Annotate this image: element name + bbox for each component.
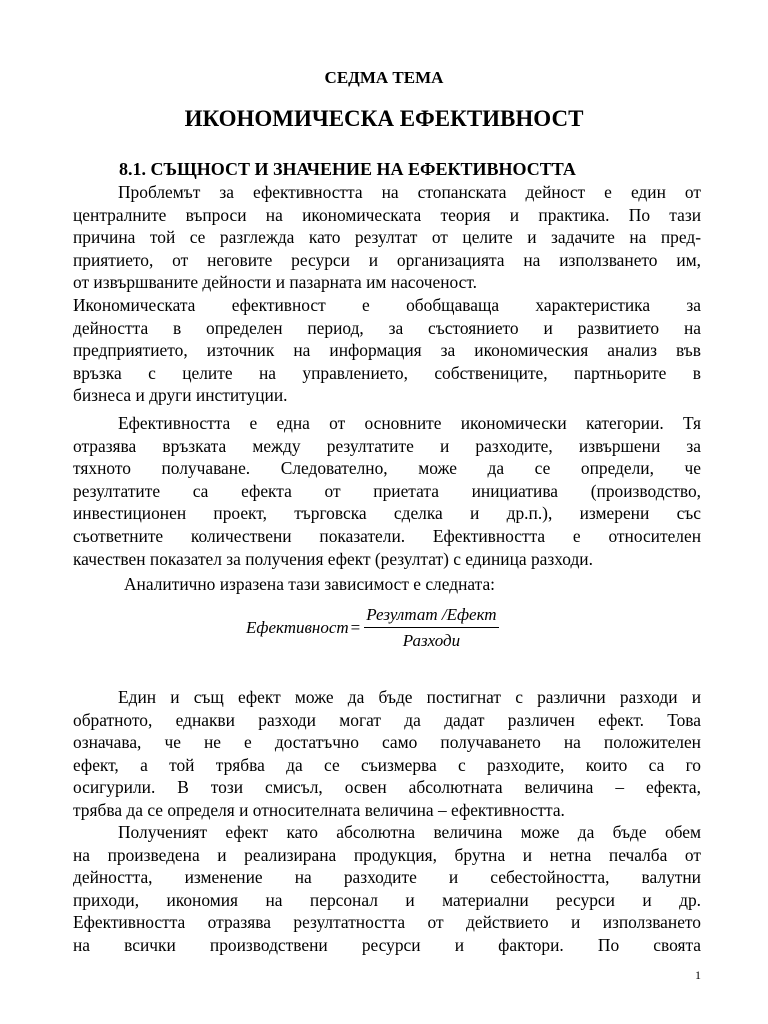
text-line: резултатите са ефекта от приетата инициатива (производство,: [73, 480, 701, 501]
text-line: на произведена и реализирана продукция, брутна и нетна печалба от: [73, 844, 701, 865]
text-line: Икономическата ефективност е обобщаваща характеристика за: [73, 294, 701, 315]
text-line: трябва да се определя и относителната величина – ефективността.: [73, 799, 565, 820]
paragraph: [73, 181, 701, 407]
text-line: от извършваните дейности и пазарната им насоченост.: [73, 272, 478, 293]
text-line: предприятието, източник на информация за икономическия анализ във: [73, 340, 701, 361]
page-title: ИКОНОМИЧЕСКА ЕФЕКТИВНОСТ: [184, 106, 584, 131]
efficiency-formula: [246, 605, 499, 651]
formula-fraction: [364, 605, 498, 651]
paragraph: [73, 686, 701, 822]
text-line: означава, че не е достатъчно само получаването на положителен: [73, 732, 701, 753]
text-line: Полученият ефект като абсолютна величина може да бъде обем: [118, 822, 701, 842]
formula-lhs: Ефективност: [246, 618, 349, 637]
paragraph: [73, 821, 701, 957]
text-line: обратното, еднакви разходи могат да дадат различен ефект. Това: [73, 709, 701, 730]
text-line: осигурили. В този смисъл, освен абсолютната величина – ефекта,: [73, 777, 701, 798]
text-line: дейността в определен период, за състоянието и развитието на: [73, 317, 701, 338]
text-line: отразява връзката между резултатите и разходите, извършени за: [73, 435, 701, 456]
text-line: причина той се разглежда като резултат от целите и задачите на пред-: [73, 227, 701, 248]
text-line: ефект, а той трябва да се съизмерва с разходите, които са го: [73, 754, 701, 775]
text-line: инвестиционен проект, търговска сделка и др.п.), измерени със: [73, 503, 701, 524]
topic-heading: СЕДМА ТЕМА: [324, 68, 444, 87]
paragraph: [73, 573, 701, 596]
text-line: връзка с целите на управлението, собствениците, партньорите в: [73, 362, 701, 383]
text-line: приятието, от неговите ресурси и организацията на използването им,: [73, 249, 701, 270]
text-line: бизнеса и други институции.: [73, 385, 288, 406]
page-number: 1: [695, 968, 701, 982]
text-line: съответните количествени показатели. Ефективността е относителен: [73, 525, 701, 546]
text-line: тяхното получаване. Следователно, може да се определи, че: [73, 458, 701, 479]
paragraph: [73, 412, 701, 570]
formula-equals: =: [350, 618, 361, 637]
text-line: Аналитично изразена тази зависимост е следната:: [124, 574, 496, 594]
text-line: качествен показател за получения ефект (резултат) с единица разходи.: [73, 548, 593, 569]
text-line: Ефективността е една от основните икономически категории. Тя: [118, 413, 701, 433]
text-line: централните въпроси на икономическата теория и практика. По тази: [73, 204, 701, 225]
formula-denominator: Разходи: [402, 631, 461, 650]
section-heading: 8.1. СЪЩНОСТ И ЗНАЧЕНИЕ НА ЕФЕКТИВНОСТТА: [119, 159, 576, 179]
text-line: на всички производствени ресурси и фактори. По своята: [73, 934, 701, 955]
formula-numerator: Резултат /Ефект: [364, 605, 498, 628]
text-line: приходи, икономия на персонал и материални ресурси и др.: [73, 889, 701, 910]
text-line: Един и същ ефект може да бъде постигнат с различни разходи и: [118, 687, 701, 707]
text-line: Ефективността отразява резултатността от действието и използването: [73, 912, 701, 933]
text-line: Проблемът за ефективността на стопанската дейност е един от: [118, 182, 701, 202]
text-line: дейността, изменение на разходите и себестойността, валутни: [73, 867, 701, 888]
